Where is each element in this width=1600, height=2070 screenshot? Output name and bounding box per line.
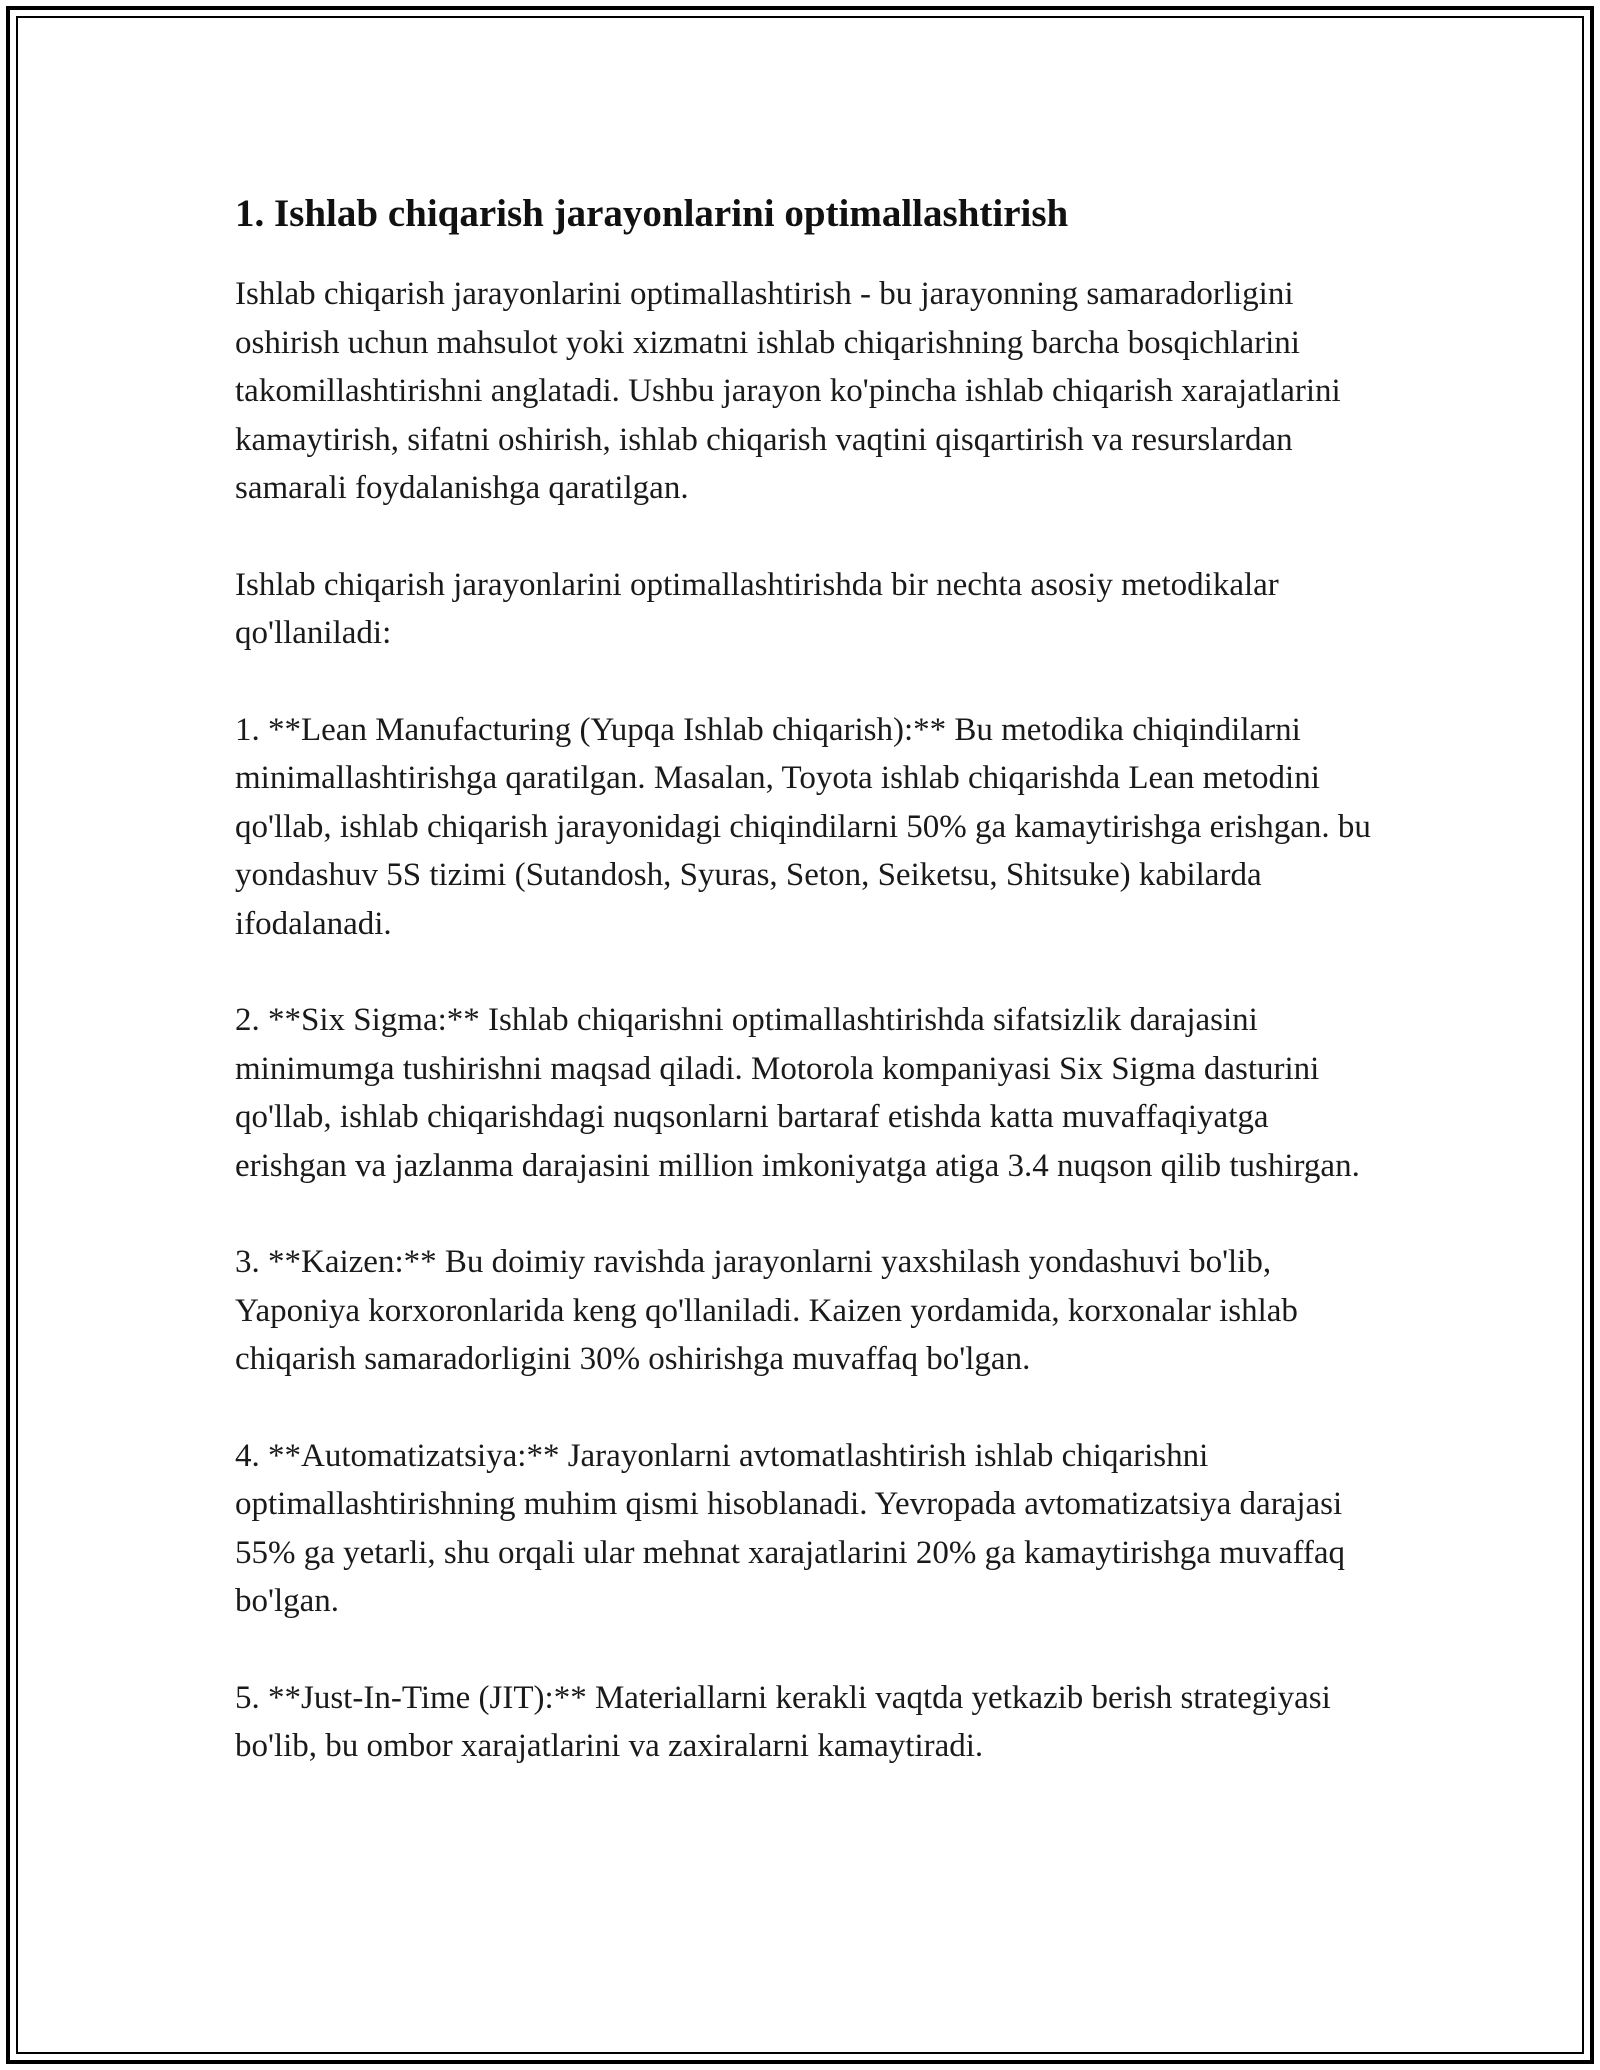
intro-paragraph: Ishlab chiqarish jarayonlarini optimallashtirish - bu jarayonning samaradorligini oshirish uchun mahsulot yoki xizmatni ishlab chiqarishning barcha bosqichlarini takomillashtirishni anglatadi. Ushbu jarayon ko'pincha ishlab chiqarish xarajatlarini kamaytirish, sifatni oshirish, ishlab chiqarish vaqtini qisqartirish va resurslardan samarali foydalanishga qaratilgan.	[235, 276, 1341, 506]
method-lean-paragraph: 1. **Lean Manufacturing (Yupqa Ishlab chiqarish):** Bu metodika chiqindilarni minimallashtirishga qaratilgan. Masalan, Toyota ishlab chiqarishda Lean metodini qo'llab, ishlab chiqarish jarayonidagi chiqindilarni 50% ga kamaytirishga erishgan. bu yondashuv 5S tizimi (Sutandosh, Syuras, Seton, Seiketsu, Shitsuke) kabilarda ifodalanadi.	[235, 711, 1371, 942]
method-jit-paragraph: 5. **Just-In-Time (JIT):** Materiallarni kerakli vaqtda yetkazib berish strategiyasi bo'lib, bu ombor xarajatlarini va zaxiralarni kamaytiradi.	[235, 1679, 1331, 1764]
methods-intro-paragraph: Ishlab chiqarish jarayonlarini optimallashtirishda bir nechta asosiy metodikalar qo'llaniladi:	[235, 566, 1279, 651]
method-automation-paragraph: 4. **Automatizatsiya:** Jarayonlarni avtomatlashtirish ishlab chiqarishni optimallashtirishning muhim qismi hisoblanadi. Yevropada avtomatizatsiya darajasi 55% ga yetarli, shu orqali ular mehnat xarajatlarini 20% ga kamaytirishga muvaffaq bo'lgan.	[235, 1437, 1346, 1619]
document-title: 1. Ishlab chiqarish jarayonlarini optimallashtirish	[235, 192, 1069, 235]
method-six-sigma-paragraph: 2. **Six Sigma:** Ishlab chiqarishni optimallashtirishda sifatsizlik darajasini minimumga tushirishni maqsad qiladi. Motorola kompaniyasi Six Sigma dasturini qo'llab, ishlab chiqarishdagi nuqsonlarni bartaraf etishda katta muvaffaqiyatga erishgan va jazlanma darajasini million imkoniyatga atiga 3.4 nuqson qilib tushirgan.	[235, 1002, 1360, 1184]
document-body	[235, 188, 1375, 1771]
method-kaizen-paragraph: 3. **Kaizen:** Bu doimiy ravishda jarayonlarni yaxshilash yondashuvi bo'lib, Yaponiya korxoronlarida keng qo'llaniladi. Kaizen yordamida, korxonalar ishlab chiqarish samaradorligini 30% oshirishga muvaffaq bo'lgan.	[235, 1244, 1298, 1377]
